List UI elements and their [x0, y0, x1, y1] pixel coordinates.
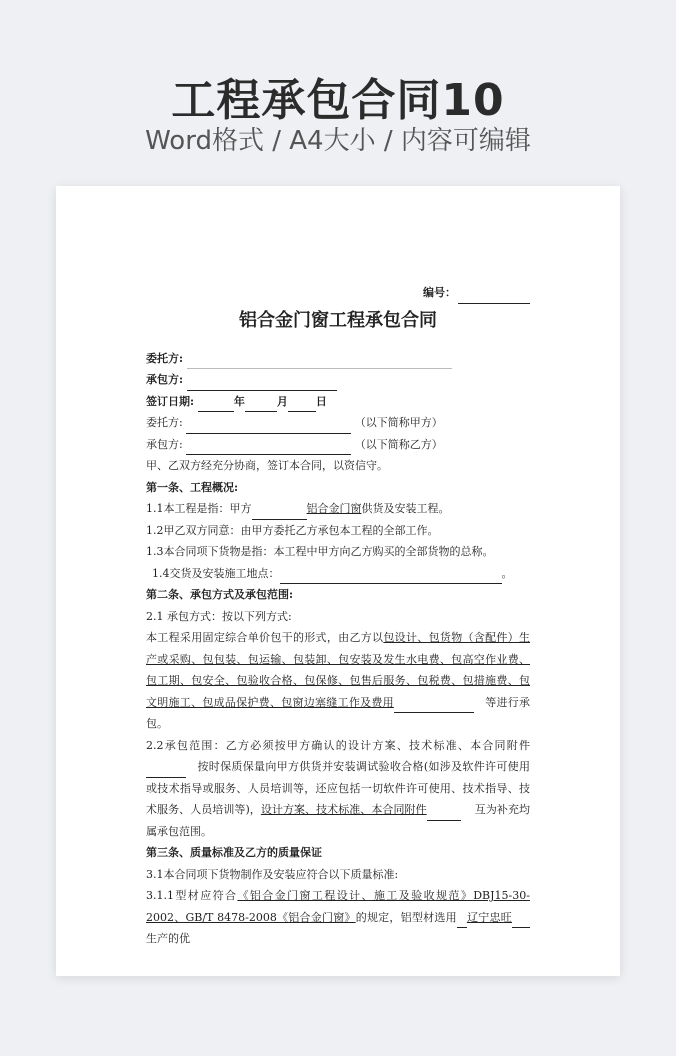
- hero-title: 工程承包合同10: [171, 75, 505, 126]
- section-2-title: 第二条、承包方式及承包范围:: [146, 588, 294, 601]
- section-1-title: 第一条、工程概况:: [146, 480, 239, 494]
- party-b-row: [146, 369, 530, 391]
- party-b-blank[interactable]: [187, 377, 337, 391]
- clause-2-2-b: 按时保质保量向甲方供货并安装调试验收合格(如涉及软件许可使用或技术指导或服务、人员培训等，还应包括一切软件许可使用、技术指导、技术服务、人员培训等)，: [146, 760, 530, 816]
- number-blank[interactable]: [458, 291, 530, 304]
- clause-2-1-body-b: 包设计、包货物（含配件）生产或采购、包包装、包运输、包装卸、包安装及发生水电费、包高空作业费、包工期、包安全、包验收合格、包保修、包售后服务、包税费、包措施费、包文明施工、包成品保护费、包窗边塞缝工作及费用: [146, 631, 531, 709]
- month-label: 月: [276, 394, 288, 408]
- clause-2-2-d: 互为补充均属承包范围。: [146, 803, 530, 838]
- year-blank[interactable]: [198, 398, 234, 412]
- clause-3-1-1: [146, 885, 530, 950]
- contract-number: [146, 282, 530, 304]
- clause-3-1-1-blank-b[interactable]: [512, 914, 530, 928]
- party-b-row-2: [146, 434, 530, 456]
- day-label: 日: [315, 394, 327, 408]
- number-label: 编号：: [423, 286, 456, 299]
- clause-2-2-blank-2[interactable]: [427, 807, 461, 821]
- clause-2-2-c: 设计方案、技术标准、本合同附件: [260, 803, 427, 816]
- party-a-row: [146, 348, 530, 370]
- party-a-row-2: [146, 412, 530, 434]
- document-title: 铝合金门窗工程承包合同: [239, 309, 437, 331]
- clause-1-1-item: 铝合金门窗: [306, 502, 362, 515]
- clause-1-2: 1.2甲乙双方同意：由甲方委托乙方承包本工程的全部工作。: [146, 523, 439, 537]
- party-b-label-2: 承包方:: [146, 437, 183, 451]
- party-b-blank-2[interactable]: [186, 441, 351, 455]
- hero-subtitle: Word格式 / A4大小 / 内容可编辑: [145, 126, 531, 156]
- party-a-label: 委托方:: [146, 351, 184, 365]
- sign-date-label: 签订日期:: [146, 394, 195, 408]
- clause-1-4-blank[interactable]: [280, 570, 502, 584]
- clause-1-4: [146, 563, 530, 585]
- clause-1-1-blank[interactable]: [252, 506, 307, 520]
- clause-3-1-1-a: 3.1.1型材应符合: [146, 889, 238, 902]
- clause-1-1-post: 供货及安装工程。: [361, 502, 450, 515]
- clause-2-2: [146, 735, 530, 843]
- party-b-note: （以下简称乙方）: [354, 437, 443, 451]
- clause-3-1-1-e: 生产的优: [146, 932, 190, 945]
- clause-2-1-blank[interactable]: [394, 699, 474, 713]
- year-label: 年: [233, 394, 245, 408]
- section-3-title: 第三条、质量标准及乙方的质量保证: [146, 846, 322, 859]
- clause-2-2-blank-1[interactable]: [146, 764, 186, 778]
- party-a-blank-2[interactable]: [186, 420, 351, 434]
- clause-3-1-1-brand: 辽宁忠旺: [466, 910, 513, 924]
- party-a-note: （以下简称甲方）: [354, 416, 443, 429]
- party-b-label: 承包方:: [146, 373, 184, 386]
- day-blank[interactable]: [288, 398, 316, 412]
- clause-3-1-1-b: 《铝合金门窗工程设计、施工及验收规范》DBJ15-30-2002、GB/T 8478-2008《铝合金门窗》: [146, 889, 530, 924]
- clause-1-3: 1.3本合同项下货物是指：本工程中甲方向乙方购买的全部货物的总称。: [146, 545, 494, 558]
- sign-date-row: [146, 391, 530, 413]
- clause-2-1-body-c: 等进行承包。: [146, 695, 531, 730]
- clause-1-4-label: 1.4交货及安装施工地点：: [152, 566, 280, 580]
- document-page: [56, 186, 620, 976]
- clause-1-1: [146, 498, 530, 520]
- intro-text: 甲、乙双方经充分协商，签订本合同，以资信守。: [146, 459, 388, 472]
- clause-2-1: 2.1 承包方式：按以下列方式:: [146, 609, 292, 623]
- party-a-blank[interactable]: [187, 355, 452, 369]
- clause-2-1-body-a: 本工程采用固定综合单价包干的形式，由乙方以: [146, 631, 384, 644]
- clause-1-4-end: 。: [501, 566, 513, 580]
- clause-1-1-pre: 1.1本工程是指：甲方: [146, 502, 252, 515]
- document-content: [146, 282, 530, 950]
- clause-3-1-1-blank-a[interactable]: [457, 914, 467, 928]
- party-a-label-2: 委托方:: [146, 416, 183, 429]
- clause-2-1-body: [146, 627, 530, 735]
- clause-3-1-1-c: 的规定，铝型材选用: [355, 910, 457, 924]
- clause-3-1: 3.1本合同项下货物制作及安装应符合以下质量标准:: [146, 867, 399, 881]
- clause-2-2-a: 2.2承包范围：乙方必须按甲方确认的设计方案、技术标准、本合同附件: [146, 738, 530, 752]
- month-blank[interactable]: [245, 398, 277, 412]
